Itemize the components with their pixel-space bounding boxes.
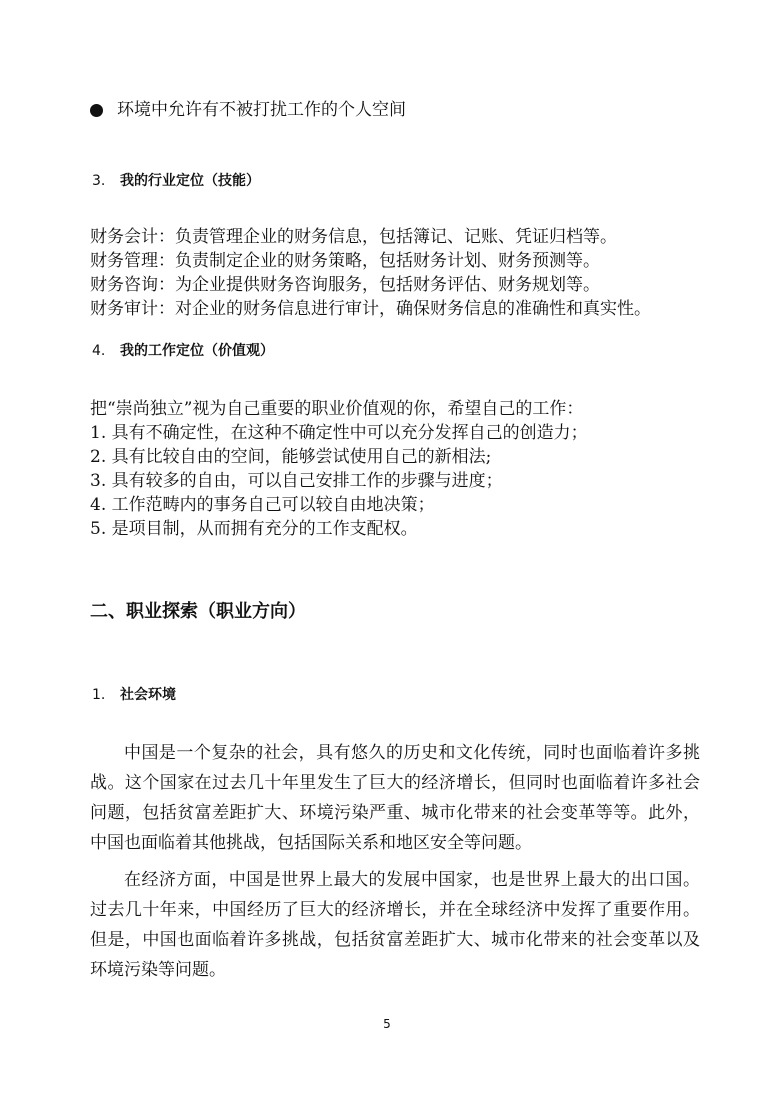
paragraph-economy <box>90 865 700 985</box>
page-number: 5 <box>383 1017 391 1031</box>
skill-line-3: 财务咨询：为企业提供财务咨询服务，包括财务评估、财务规划等。 <box>90 275 600 295</box>
subsection-1-heading <box>92 685 176 705</box>
values-item-1: 1. 具有不确定性，在这种不确定性中可以充分发挥自己的创造力； <box>90 423 588 443</box>
subsection-1-title: 社会环境 <box>120 687 176 703</box>
section-4-heading <box>92 341 274 361</box>
skill-line-2: 财务管理：负责制定企业的财务策略，包括财务计划、财务预测等。 <box>90 251 600 271</box>
values-item-2: 2. 具有比较自由的空间，能够尝试使用自己的新相法; <box>90 447 492 467</box>
subsection-1-number: 1. <box>92 687 106 703</box>
values-intro: 把“崇尚独立”视为自己重要的职业价值观的你，希望自己的工作： <box>90 399 584 419</box>
skill-line-4: 财务审计：对企业的财务信息进行审计，确保财务信息的准确性和真实性。 <box>90 299 651 319</box>
values-item-5: 5. 是项目制，从而拥有充分的工作支配权。 <box>90 519 418 539</box>
section-3-number: 3. <box>92 173 106 189</box>
section-3-title: 我的行业定位（技能） <box>120 173 260 189</box>
section-4-title: 我的工作定位（价值观） <box>120 343 274 359</box>
part-2-heading: 二、职业探索（职业方向） <box>90 601 306 622</box>
bullet-item: 环境中允许有不被打扰工作的个人空间 <box>117 100 406 120</box>
bullet-icon <box>90 104 103 117</box>
section-3-heading <box>92 171 260 191</box>
values-item-4: 4. 工作范畴内的事务自己可以较自由地决策； <box>90 495 435 515</box>
values-item-3: 3. 具有较多的自由，可以自己安排工作的步骤与进度； <box>90 471 503 491</box>
skill-line-1: 财务会计：负责管理企业的财务信息，包括簿记、记账、凭证归档等。 <box>90 227 617 247</box>
paragraph-society-text: 中国是一个复杂的社会，具有悠久的历史和文化传统，同时也面临着许多挑战。这个国家在过去几十年里发生了巨大的经济增长，但同时也面临着许多社会问题，包括贫富差距扩大、环境污染严重、城市化带来的社会变革等等。此外，中国也面临着其他挑战，包括国际关系和地区安全等问题。 <box>90 743 700 853</box>
section-4-number: 4. <box>92 343 106 359</box>
paragraph-society <box>90 738 700 858</box>
paragraph-economy-text: 在经济方面，中国是世界上最大的发展中国家，也是世界上最大的出口国。过去几十年来，中国经历了巨大的经济增长，并在全球经济中发挥了重要作用。但是，中国也面临着许多挑战，包括贫富差距扩大、城市化带来的社会变革以及环境污染等问题。 <box>90 870 700 980</box>
